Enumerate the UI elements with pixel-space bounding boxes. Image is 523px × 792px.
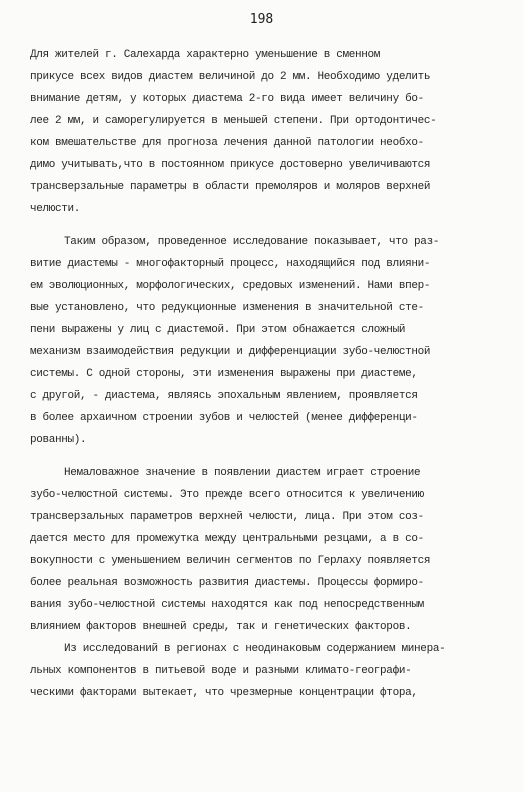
text-line: механизм взаимодействия редукции и дифференциации зубо-челюстной (30, 346, 431, 358)
page-number: 198 (249, 12, 274, 27)
text-line: витие диастемы - многофакторный процесс, находящийся под влияни- (30, 258, 431, 270)
text-line: трансверзальных параметров верхней челюсти, лица. При этом соз- (30, 511, 424, 523)
text-line: Из исследований в регионах с неодинаковым содержанием минера- (64, 643, 446, 655)
paragraph-3 (30, 462, 500, 638)
text-line: льных компонентов в питьевой воде и разными климато-географи- (30, 665, 412, 677)
text-line: более реальная возможность развития диастемы. Процессы формиро- (30, 577, 424, 589)
text-line: влиянием факторов внешней среды, так и генетических факторов. (30, 621, 412, 633)
paragraph-1 (30, 44, 500, 220)
text-line: димо учитывать,что в постоянном прикусе достоверно увеличиваются (30, 159, 431, 171)
text-line: вые установлено, что редукционные изменения в значительной сте- (30, 302, 424, 314)
text-line: вокупности с уменьшением величин сегментов по Герлаху появляется (30, 555, 431, 567)
text-line: дается место для промежутка между центральными резцами, а в со- (30, 533, 424, 545)
body-text (30, 44, 500, 704)
text-line: ем эволюционных, морфологических, средовых изменений. Нами впер- (30, 280, 431, 292)
text-line: Для жителей г. Салехарда характерно уменьшение в сменном (30, 49, 381, 61)
text-line: ком вмешательстве для прогноза лечения данной патологии необхо- (30, 137, 424, 149)
text-line: в более архаичном строении зубов и челюстей (менее дифференци- (30, 412, 418, 424)
text-line: рованны). (30, 434, 87, 446)
text-line: внимание детям, у которых диастема 2-го вида имеет величину бо- (30, 93, 424, 105)
text-line: пени выражены у лиц с диастемой. При этом обнажается сложный (30, 324, 406, 336)
text-line: Немаловажное значение в появлении диастем играет строение (64, 467, 421, 479)
text-line: лее 2 мм, и саморегулируется в меньшей степени. При ортодонтичес- (30, 115, 437, 127)
text-line: вания зубо-челюстной системы находятся как под непосредственным (30, 599, 424, 611)
text-line: с другой, - диастема, являясь эпохальным явлением, проявляется (30, 390, 418, 402)
text-line: челюсти. (30, 203, 81, 215)
paragraph-spacer (30, 451, 500, 462)
text-line: системы. С одной стороны, эти изменения выражены при диастеме, (30, 368, 418, 380)
text-line: зубо-челюстной системы. Это прежде всего относится к увеличению (30, 489, 424, 501)
paragraph-spacer (30, 220, 500, 231)
paragraph-4 (30, 638, 500, 704)
text-line: ческими факторами вытекает, что чрезмерные концентрации фтора, (30, 687, 418, 699)
text-line: трансверзальные параметры в области премоляров и моляров верхней (30, 181, 431, 193)
paragraph-2 (30, 231, 500, 451)
text-line: прикусе всех видов диастем величиной до 2 мм. Необходимо уделить (30, 71, 431, 83)
text-line: Таким образом, проведенное исследование показывает, что раз- (64, 236, 440, 248)
